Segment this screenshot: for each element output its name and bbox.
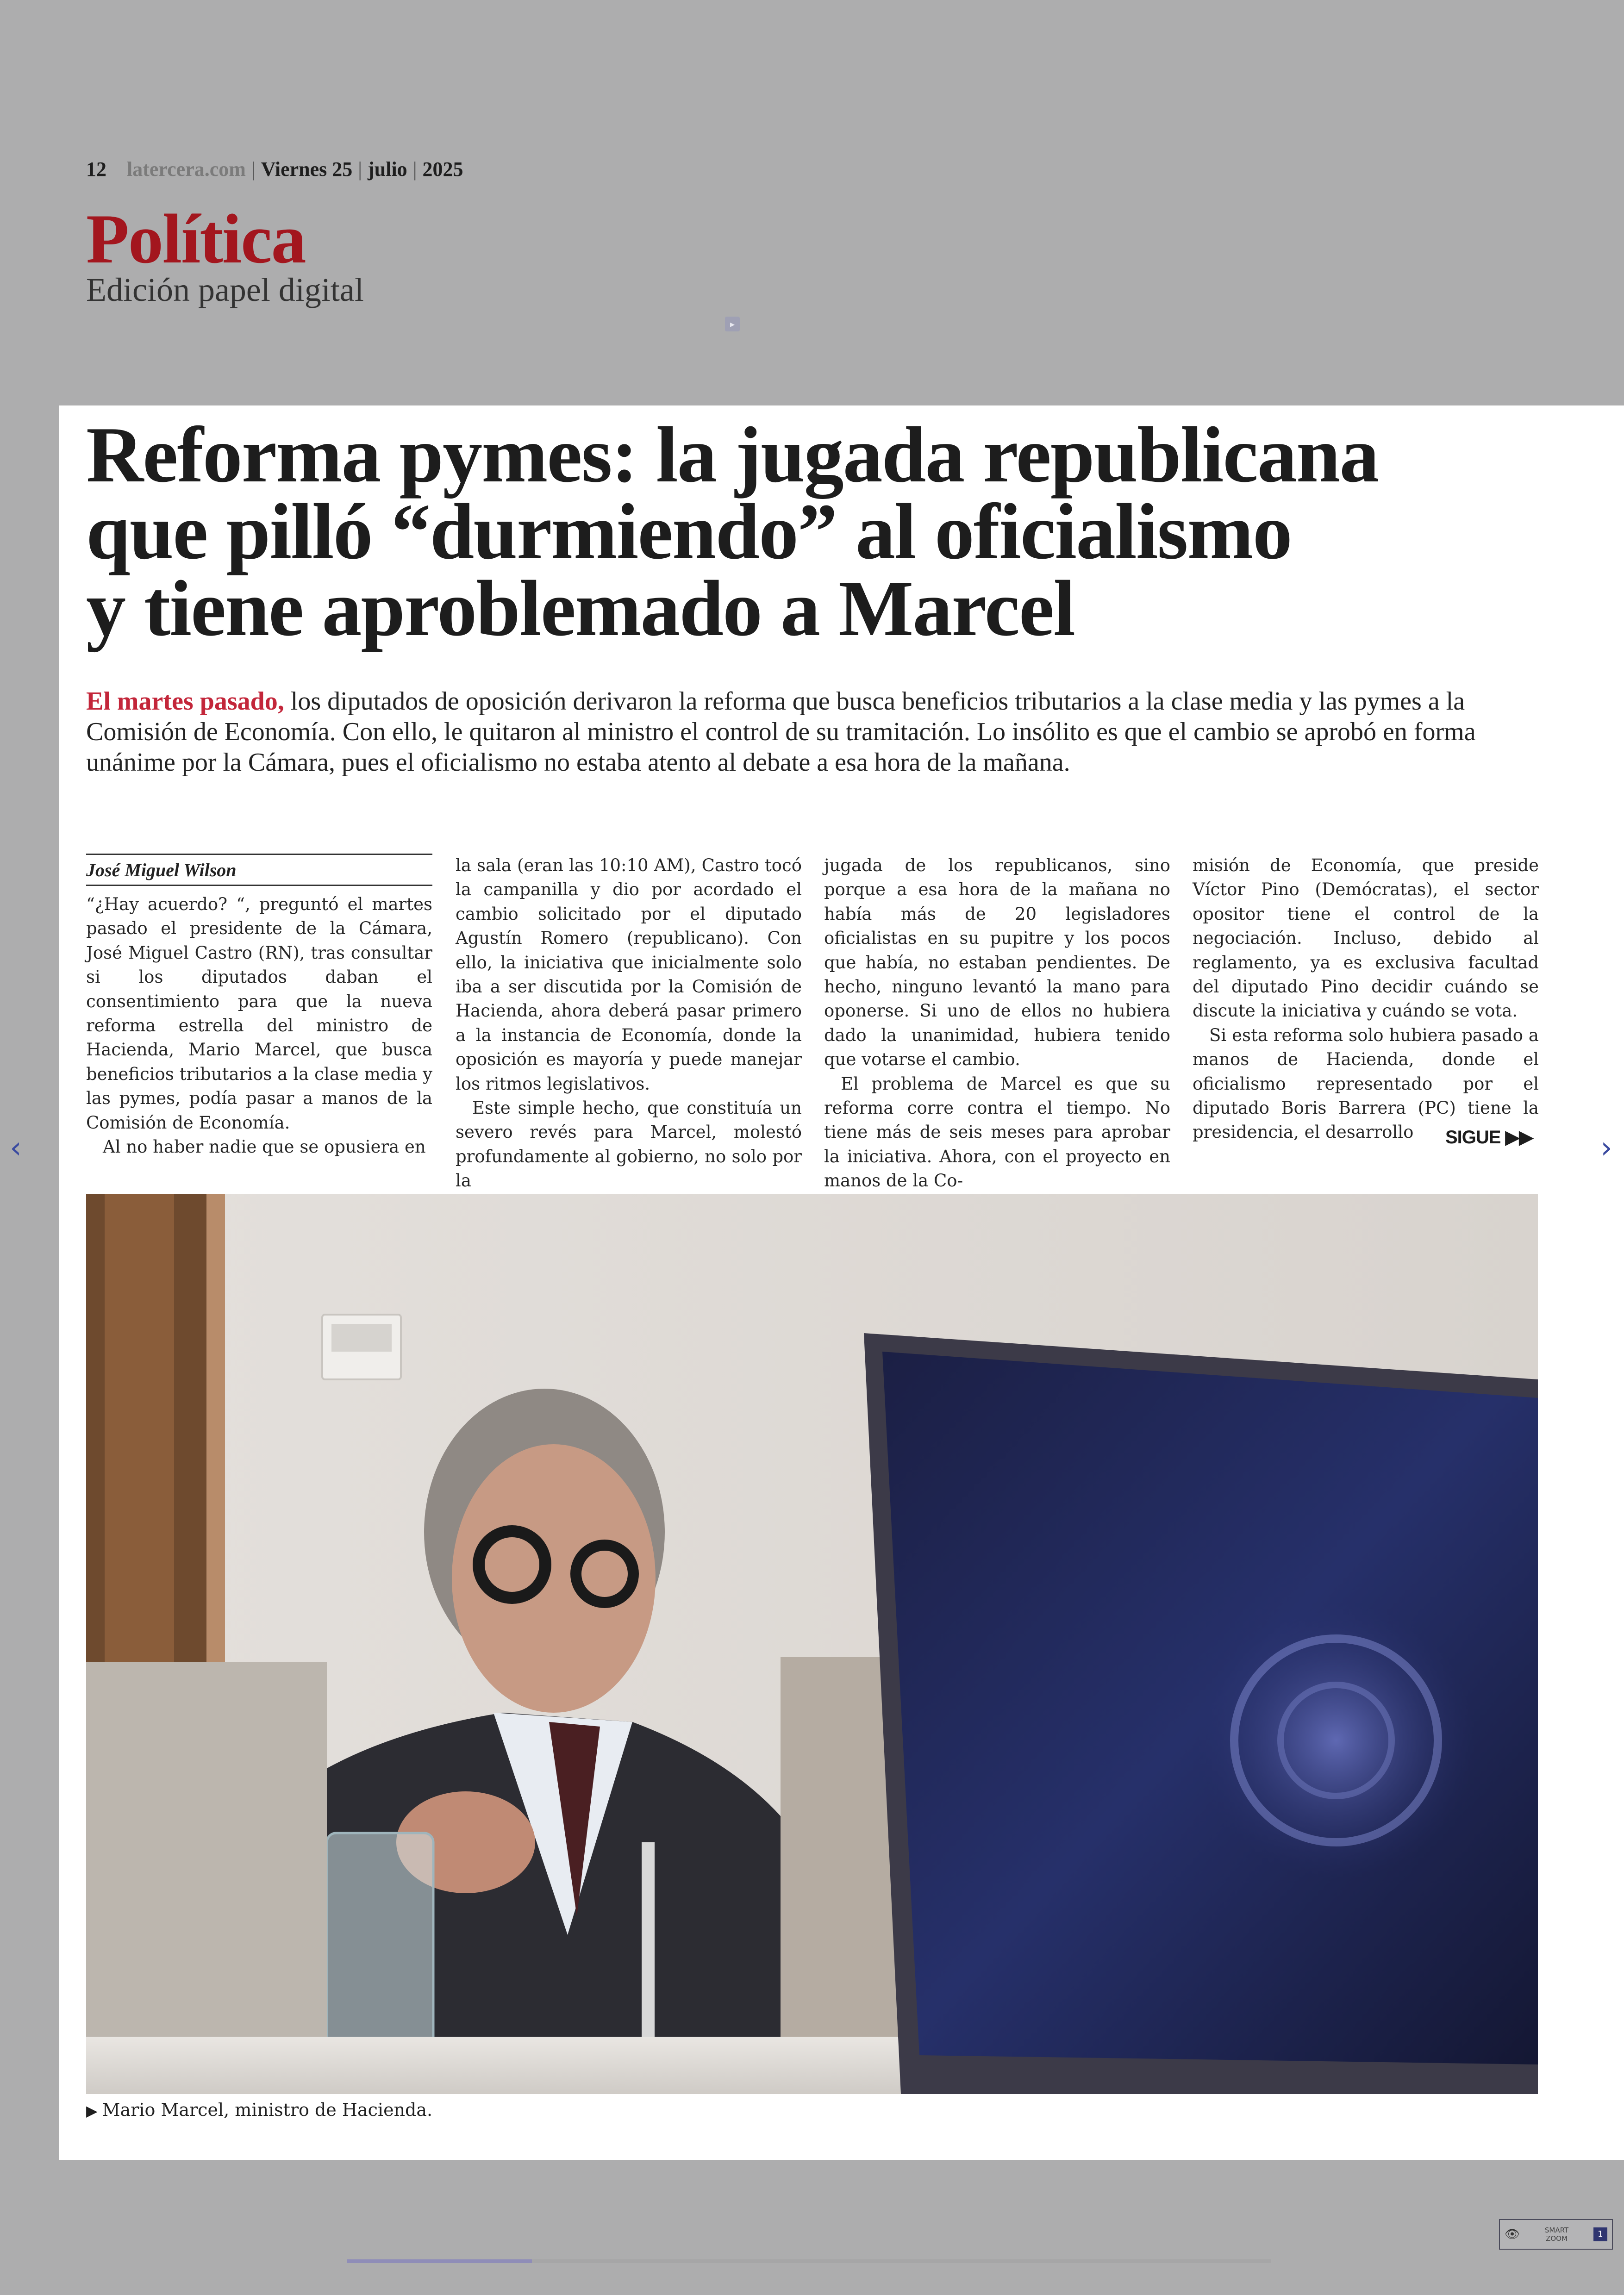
dateline [86,157,463,181]
paragraph: jugada de los republicanos, sino porque a esa hora de la mañana no había más de 20 legisladores oficialistas en su pupitre y los pocos que había, no estaban pendientes. De hecho, ninguno levantó la mano para oponerse. Si uno de ellos no hubiera dado la unanimidad, hubiera tenido que votarse el cambio. [824,855,1170,1070]
photo-caption [86,2100,432,2120]
date-year: 2025 [422,158,463,181]
previous-page-arrow-icon[interactable]: ‹ [10,1131,22,1165]
paragraph: la sala (eran las 10:10 AM), Castro tocó la campanilla y dio por acordado el cambio solicitado por el diputado Agustín Romero (republicano). Con ello, la iniciativa que inicialmente solo iba a ser discutida por la Comisión de Hacienda, ahora deberá pasar primero a la instancia de Economía, donde la oposición es mayoría y puede manejar los ritmos legislativos. [456,855,802,1094]
article-photo [86,1194,1538,2094]
date-month: julio [368,158,407,181]
caption-arrow-icon: ▶ [86,2102,98,2120]
smart-zoom-button[interactable] [1499,2219,1613,2250]
paragraph: El problema de Marcel es que su reforma corre contra el tiempo. No tiene más de seis meses para aprobar la iniciativa. Ahora, con el proyecto en manos de la Co- [824,1073,1170,1191]
progress-fill [347,2259,532,2263]
zoom-label-line: SMART [1544,2226,1569,2234]
section-title: Política [86,200,306,278]
edition-label: Edición papel digital [86,271,364,308]
article-column-3 [824,854,1170,1193]
next-page-arrow-icon[interactable]: › [1600,1131,1612,1165]
lead-kicker: El martes pasado, [86,687,284,716]
continue-label: SIGUE ▶▶ [1445,1127,1533,1148]
article-column-2 [456,854,802,1193]
paragraph: Al no haber nadie que se opusiera en [103,1137,426,1157]
page-number: 12 [86,158,106,181]
divider: | [412,158,417,181]
article-column-1 [86,854,432,1159]
page-progress-bar[interactable] [347,2259,1271,2263]
article-column-4 [1193,854,1539,1145]
headline-line: Reforma pymes: la jugada republicana [86,411,1379,499]
headline-line: y tiene aproblemado a Marcel [86,565,1075,653]
paragraph: Si esta reforma solo hubiera pasado a manos de Hacienda, donde el oficialismo representado por el diputado Boris Barrera (PC) tiene la presidencia, el desarrollo [1193,1025,1539,1142]
divider: | [358,158,362,181]
paragraph: misión de Economía, que preside Víctor Pino (Demócratas), el sector opositor tiene el control de la negociación. Incluso, debido al reglamento, ya es exclusiva facultad del diputado Pino decidir cuándo se discute la iniciativa y cuándo se vota. [1193,855,1539,1021]
byline: José Miguel Wilson [86,854,432,886]
article-lead [86,686,1535,778]
smart-zoom-label [1545,2226,1568,2243]
paragraph: “¿Hay acuerdo? “, preguntó el martes pasado el presidente de la Cámara, José Miguel Castro (RN), tras consultar si los diputados daban el consentimiento para que la nueva reforma estrella del ministro de Hacienda, Mario Marcel, que busca beneficios tributarios a la clase media y las pymes, podía pasar a manos de la Comisión de Economía. [86,894,432,1133]
eye-icon: 👁 [1505,2227,1520,2241]
caption-text: Mario Marcel, ministro de Hacienda. [102,2100,433,2120]
page-marker-icon[interactable]: ▸ [725,317,740,331]
zoom-label-line: ZOOM [1546,2234,1568,2243]
zoom-level-badge: 1 [1593,2227,1607,2241]
date-day: Viernes 25 [261,158,353,181]
paragraph: Este simple hecho, que constituía un severo revés para Marcel, molestó profundamente al gobierno, no solo por la [456,1098,802,1191]
headline-line: que pilló “durmiendo” al oficialismo [86,488,1292,576]
article-headline [86,411,1568,653]
site-name: latercera.com [127,158,246,181]
masthead [86,157,463,181]
photo-illustration [86,1194,1538,2094]
lead-text: los diputados de oposición derivaron la reforma que busca beneficios tributarios a la clase media y las pymes a la Comisión de Economía. Con ello, le quitaron al ministro el control de su tramitación. Lo insólito es que el cambio se aprobó en forma unánime por la Cámara, pues el oficialismo no estaba atento al debate a esa hora de la mañana. [86,687,1476,777]
divider: | [251,158,256,181]
